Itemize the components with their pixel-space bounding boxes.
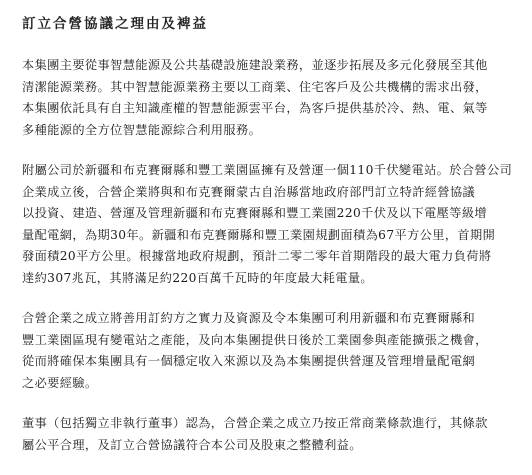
- paragraph-line: 發面積20平方公里。根據當地政府規劃，預計二零二零年首期階段的最大電力負荷將: [22, 249, 492, 263]
- paragraph-line: 本集團依託具有自主知識產權的智慧能源雲平台，為客戶提供基於冷、熱、電、氣等: [22, 101, 488, 115]
- paragraph-line: 合營企業之成立將善用訂約方之實力及資源及令本集團可利用新疆和布克賽爾縣和: [22, 311, 476, 325]
- paragraph-line: 達約307兆瓦，其將滿足約220百萬千瓦時的年度最大耗電量。: [22, 270, 374, 285]
- paragraph-substation: [22, 160, 514, 289]
- paragraph-line: 清潔能源業務。其中智慧能源業務主要以工商業、住宅客戶及公共機構的需求出發，: [22, 79, 488, 94]
- paragraph-line: 量配電網，為期30年。新疆和布克賽爾縣和豐工業園規劃面積為67平方公里，首期開: [22, 227, 496, 242]
- paragraph-line: 本集團主要從事智慧能源及公共基礎設施建設業務，並逐步拓展及多元化發展至其他: [22, 58, 488, 72]
- paragraph-line: 之必要經驗。: [22, 375, 98, 390]
- paragraph-line: 豐工業園區現有變電站之產能，及向本集團提供日後於工業園參與產能擴張之機會，: [22, 332, 488, 347]
- paragraph-line: 從而將確保本集團具有一個穩定收入來源以及為本集團提供營運及管理增量配電網: [22, 354, 476, 368]
- paragraph-business-overview: [22, 55, 514, 141]
- paragraph-line: 附屬公司於新疆和布克賽爾縣和豐工業園區擁有及營運一個110千伏變電站。於合營公司: [22, 163, 513, 177]
- paragraph-line: 董事（包括獨立非執行董事）認為，合營企業之成立乃按正常商業條款進行，其條款: [22, 416, 488, 430]
- paragraph-line: 多種能源的全方位智慧能源綜合利用服務。: [22, 122, 262, 137]
- section-heading: 訂立合營協議之理由及裨益: [22, 16, 208, 32]
- paragraph-line: 屬公平合理，及訂立合營協議符合本公司及股東之整體利益。: [22, 437, 362, 452]
- paragraph-line: 以投資、建造、營運及管理新疆和布克賽爾縣和豐工業園220千伏及以下電壓等級增: [22, 206, 488, 220]
- paragraph-directors-view: [22, 413, 514, 456]
- paragraph-line: 企業成立後，合營企業將與和布克賽爾蒙古自治縣當地政府部門訂立特許經營協議: [22, 184, 476, 199]
- document-page: [22, 14, 514, 475]
- paragraph-joint-venture-benefits: [22, 308, 514, 394]
